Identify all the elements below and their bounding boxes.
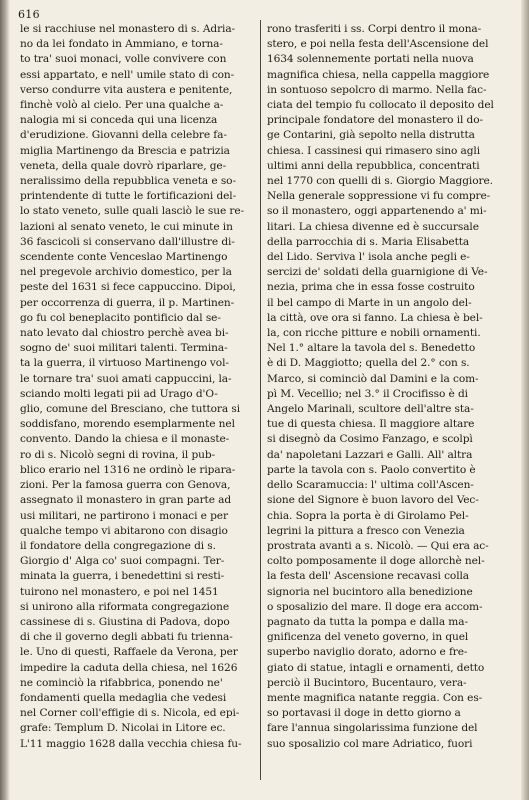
text-line: della parrocchia di s. Maria Elisabetta	[267, 235, 470, 248]
text-line: essi appartato, e nell' umile stato di con-	[20, 68, 235, 81]
left-text-column	[20, 22, 256, 752]
text-line: miglia Martinengo da Brescia e patrizia	[20, 144, 230, 157]
text-line: nel pregevole archivio domestico, per la	[20, 266, 232, 279]
text-line: blico erario nel 1316 ne ordinò le ripara-	[20, 463, 236, 476]
text-line: chia. Sopra la porta è di Girolamo Pel-	[267, 509, 469, 522]
text-line: il bel campo di Marte in un angolo del-	[267, 296, 472, 309]
text-line: go fu col beneplacito pontificio dal se-	[20, 311, 221, 324]
text-line: o sposalizio del mare. Il doge era accom-	[267, 600, 483, 613]
text-line: grafe: Templum D. Nicolai in Litore ec.	[20, 722, 226, 735]
text-line: veneta, della quale dovrò riparlare, ge-	[20, 159, 227, 172]
text-line: mente magnifica natante reggia. Con es-	[267, 691, 483, 704]
text-line: convento. Dando la chiesa e il monaste-	[20, 433, 230, 446]
right-text-column	[267, 22, 507, 752]
text-line: ultimi anni della repubblica, concentrati	[267, 159, 480, 172]
text-line: d'erudizione. Giovanni della celebre fa-	[20, 129, 227, 142]
text-line: so il monastero, oggi appartenendo a' mi-	[267, 205, 487, 218]
text-line: assegnato il monastero in gran parte ad	[20, 494, 232, 507]
text-line: sione del Signore è buon lavoro del Vec-	[267, 494, 479, 507]
text-line: scendente conte Venceslao Martinengo	[20, 251, 228, 264]
book-spine-shadow	[0, 0, 10, 800]
text-line: è di D. Maggiotto; quella del 2.° con s.	[267, 357, 470, 370]
text-line: glio, comune del Bresciano, che tuttora si	[20, 403, 240, 416]
text-line: nato levato dal chiostro perchè avea bi-	[20, 327, 229, 340]
text-line: dello Scaramuccia: l' ultima coll'Ascen-	[267, 479, 474, 492]
page-edge	[521, 0, 529, 800]
text-line: il fondatore della congregazione di s.	[20, 539, 216, 552]
page-number: 616	[18, 8, 40, 21]
text-line: si disegnò da Cosimo Fanzago, e scolpì	[267, 433, 473, 446]
text-line: ge Contarini, già sepolto nella distrutta	[267, 129, 475, 142]
text-line: di che il governo degli abbati fu trienna-	[20, 631, 233, 644]
text-line: qualche tempo vi abitarono con disagio	[20, 524, 228, 537]
text-line: colto pomposamente il doge allorchè nel-	[267, 555, 485, 568]
text-line: pagnato da tutta la pompa e dalla ma-	[267, 615, 468, 628]
text-line: ro di s. Nicolò segni di rovina, il pub-	[20, 448, 216, 461]
text-line: no da lei fondato in Ammiano, e torna-	[20, 38, 223, 51]
text-line: 36 fascicoli si conservano dall'illustre di-	[20, 235, 235, 248]
text-line: in sontuoso sepolcro di marmo. Nella fac-	[267, 83, 487, 96]
text-line: Marco, si cominciò dal Damini e la com-	[267, 372, 479, 385]
text-line: magnifica chiesa, nella cappella maggiore	[267, 68, 490, 81]
text-line: del Lido. Serviva l' isola anche pegli e-	[267, 251, 470, 264]
text-line: per occorrenza di guerra, il p. Martinen-	[20, 296, 235, 309]
text-line: da' napoletani Lazzari e Galli. All' altra	[267, 448, 473, 461]
text-line: pì M. Vecellio; nel 3.° il Crocifisso è di	[267, 387, 468, 400]
text-line: so portavasi il doge in detto giorno a	[267, 707, 461, 720]
text-line: Angelo Marinali, scultore dell'altre sta-	[267, 403, 474, 416]
text-line: peste del 1631 si fece cappuccino. Dipoi,	[20, 281, 236, 294]
text-line: le. Uno di questi, Raffaele da Verona, per	[20, 646, 238, 659]
column-divider	[260, 20, 261, 780]
text-line: principale fondatore del monastero il do-	[267, 114, 483, 127]
text-line: tuirono nel monastero, e poi nel 1451	[20, 585, 219, 598]
text-line: sogno de' suoi militari talenti. Termina-	[20, 342, 228, 355]
text-line: lazioni al senato veneto, le cui minute in	[20, 220, 233, 233]
text-line: usi militari, ne partirono i monaci e per	[20, 509, 228, 522]
text-line: sciando molti legati pii ad Urago d'O-	[20, 387, 218, 400]
text-line: giato di statue, intagli e ornamenti, detto	[267, 661, 485, 674]
text-line: ciata del tempio fu collocato il deposito del	[267, 99, 494, 112]
text-line: rono trasferiti i ss. Corpi dentro il mona-	[267, 23, 482, 35]
text-line: impedire la caduta della chiesa, nel 1626	[20, 661, 238, 674]
text-line: la, con ricche pitture e nobili ornamenti.	[267, 327, 481, 340]
text-line: signoria nel bucintoro alla benedizione	[267, 585, 473, 598]
text-line: si unirono alla riformata congregazione	[20, 600, 230, 613]
text-line: perciò il Bucintoro, Bucentauro, vera-	[267, 676, 467, 689]
text-line: nalogia mi si conceda qui una licenza	[20, 114, 218, 127]
text-line: le tornare tra' suoi amati cappuccini, la-	[20, 372, 232, 385]
text-line: soddisfano, morendo esemplarmente nel	[20, 418, 235, 431]
text-line: legrini la pittura a fresco con Venezia	[267, 524, 465, 537]
text-line: superbo naviglio dorato, adorno e fre-	[267, 646, 468, 659]
text-line: stero, e poi nella festa dell'Ascensione del	[267, 38, 489, 51]
text-line: printendente di tutte le fortificazioni del-	[20, 190, 237, 203]
text-line: lo stato veneto, sulle quali lasciò le sue re-	[20, 205, 245, 218]
text-line: to tra' suoi monaci, volle convivere con	[20, 53, 227, 66]
text-line: Giorgio d' Alga co' suoi compagni. Ter-	[20, 555, 225, 568]
text-line: le si racchiuse nel monastero di s. Adria-	[20, 23, 236, 35]
text-line: cassinese di s. Giustina di Padova, dopo	[20, 615, 230, 628]
text-line: prostrata avanti a s. Nicolò. — Qui era ac-	[267, 539, 489, 552]
text-line: finchè volò al cielo. Per una qualche a-	[20, 99, 224, 112]
text-line: tue di questa chiesa. Il maggiore altare	[267, 418, 475, 431]
text-line: nel 1770 con quelli di s. Giorgio Maggiore.	[267, 175, 493, 188]
text-line: ne cominciò la rifabbrica, ponendo ne'	[20, 676, 223, 689]
text-line: nel Corner coll'effigie di s. Nicola, ed epi-	[20, 707, 240, 720]
text-line: litari. La chiesa divenne ed è succursale	[267, 220, 479, 233]
text-line: la festa dell' Ascensione recavasi colla	[267, 570, 469, 583]
text-line: fare l'annua singolarissima funzione del	[267, 722, 478, 735]
text-line: Nella generale soppressione vi fu compre-	[267, 190, 491, 203]
text-line: zioni. Per la famosa guerra con Genova,	[20, 479, 231, 492]
text-line: nezia, prima che in essa fosse costruito	[267, 281, 475, 294]
text-line: Nel 1.° altare la tavola del s. Benedetto	[267, 342, 476, 355]
text-line: sercizi de' soldati della guarnigione di Ve-	[267, 266, 488, 279]
text-line: suo sposalizio col mare Adriatico, fuori	[267, 737, 473, 750]
text-line: neralissimo della repubblica veneta e so-	[20, 175, 236, 188]
text-line: 1634 solennemente portati nella nuova	[267, 53, 474, 66]
text-line: gnificenza del veneto governo, in quel	[267, 631, 469, 644]
text-line: L'11 maggio 1628 dalla vecchia chiesa fu-	[20, 737, 242, 750]
text-line: minata la guerra, i benedettini si resti-	[20, 570, 225, 583]
text-line: ta la guerra, il virtuoso Martinengo vol-	[20, 357, 229, 370]
text-line: chiesa. I cassinesi qui rimasero sino agli	[267, 144, 481, 157]
text-line: parte la tavola con s. Paolo convertito è	[267, 463, 476, 476]
text-line: verso condurre vita austera e penitente,	[20, 83, 233, 96]
text-line: fondamenti quella medaglia che vedesi	[20, 691, 227, 704]
text-line: la città, ove ora si fanno. La chiesa è bel-	[267, 311, 483, 324]
